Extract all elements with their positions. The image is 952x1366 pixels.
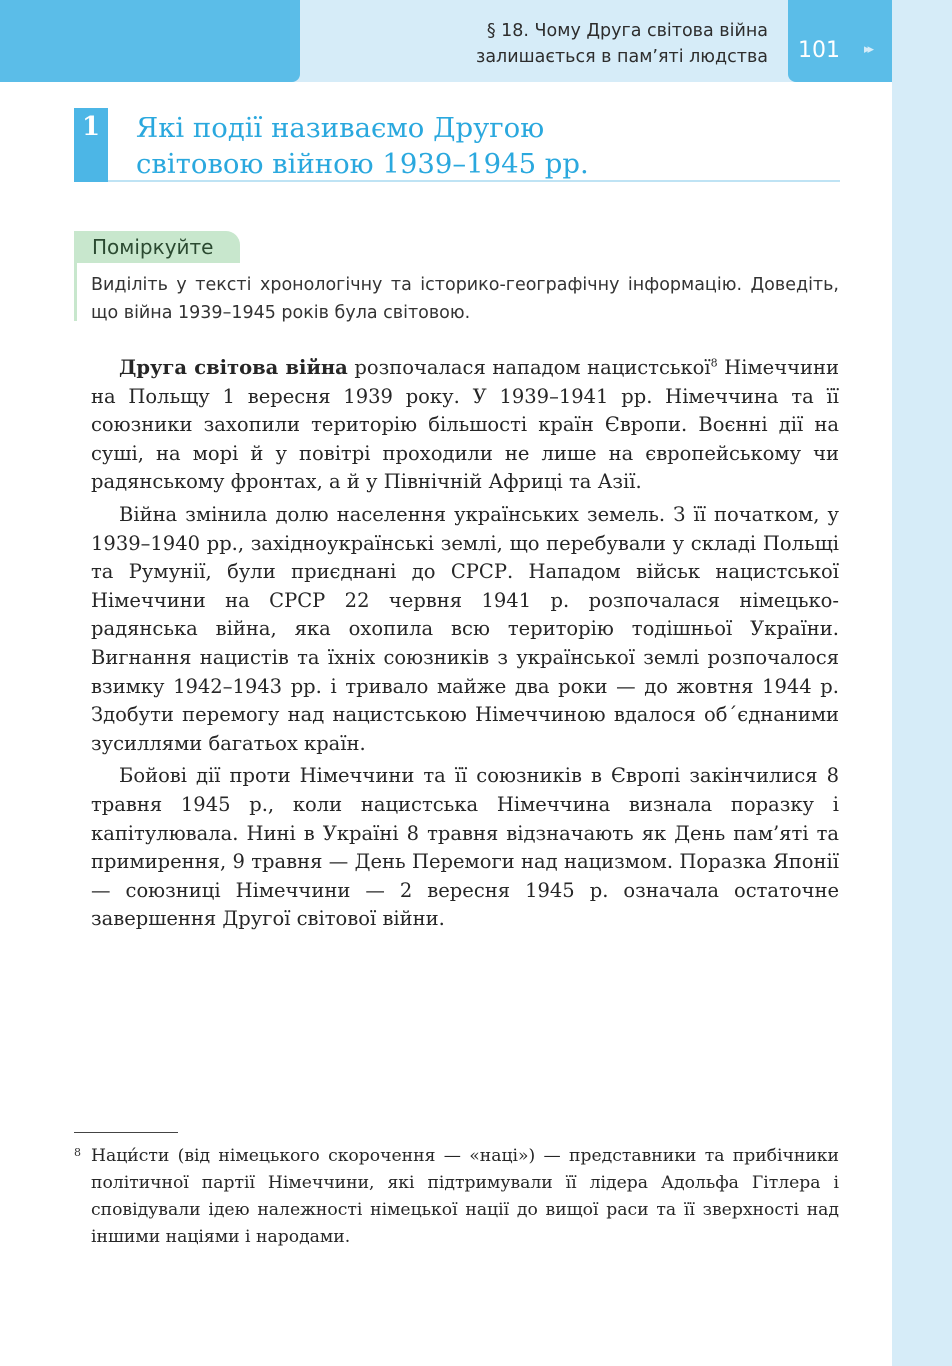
think-box-label: Поміркуйте [92,235,214,259]
paragraph-2: Війна змінила долю населення українських земель. З її початком, у 1939–1940 рр., західноукраїнські землі, що перебували у складі Польщі та Румунії, були приєднані до СРСР. Нападом військ нацистської Німеччини на СРСР 22 червня 1941 р. розпочалася німецько-радянська війна, яка охопила всю територію тодішньої України. Вигнання нацистів та їхніх союзників з української землі розпочалося взимку 1942–1943 рр. і тривало майже два роки — до жовтня 1944 р. Здобути перемогу над нацистською Німеччиною вдалося об´єднаними зусиллями багатьох країн. [91,502,839,755]
section-title-line-2: світовою війною 1939–1945 рр. [136,148,589,180]
footnote-text: Наци́сти (від німецького скорочення — «наці») — представники та прибічники політичної партії Німеччини, які підтримували її лідера Адольфа Гітлера і сповідували ідею належності німецької нації до вищої раси та її зверхності над іншими націями і народами. [91,1146,839,1247]
footnote-divider [74,1132,178,1133]
think-box-bar [74,263,77,321]
think-box-tag [74,231,240,263]
paragraph-1 [91,354,839,497]
paragraph-1-rest: Німеччини на Польщу 1 вересня 1939 року. У 1939–1941 рр. Німеччина та її союзники захопили територію більшості країн Європи. Воєнні дії на суші, на морі й у повітрі проходили не лише на європейському чи радянському фронтах, а й у Північній Африці та Азії. [91,356,839,494]
think-box-text: Виділіть у тексті хронологічну та історико-географічну інформацію. Доведіть, що війна 1939–1945 років була світовою. [91,275,839,323]
section-number: 1 [81,112,101,142]
section-divider [108,180,840,182]
main-text [91,354,839,938]
next-arrows-icon: ▸▸ [864,42,872,57]
paragraph-1-start: розпочалася нападом нацистської [347,356,711,379]
running-header-line-2: залишається в пам’яті людства [476,47,768,67]
footnote-marker: 8 [74,1146,81,1159]
running-header-title [348,18,768,70]
side-margin-strip [892,0,952,1366]
term-second-world-war: Друга світова війна [119,356,348,379]
section-title-line-1: Які події називаємо Другою [136,112,545,144]
footnote-reference[interactable]: 8 [710,356,718,370]
paragraph-3: Бойові дії проти Німеччини та її союзників в Європі закінчилися 8 травня 1945 р., коли нацистська Німеччина визнала поразку і капітулювала. Нині в Україні 8 травня відзначають як День пам’яті та примирення, 9 травня — День Перемоги над нацизмом. Поразка Японії — союзниці Німеччини — 2 вересня 1945 р. означала остаточне завершення Другої світової війни. [91,764,839,931]
page-number: 101 [798,38,840,63]
section-title [136,110,836,182]
header-left-tab [0,0,300,82]
section-number-box [74,108,108,182]
running-header-line-1: § 18. Чому Друга світова війна [486,21,768,41]
